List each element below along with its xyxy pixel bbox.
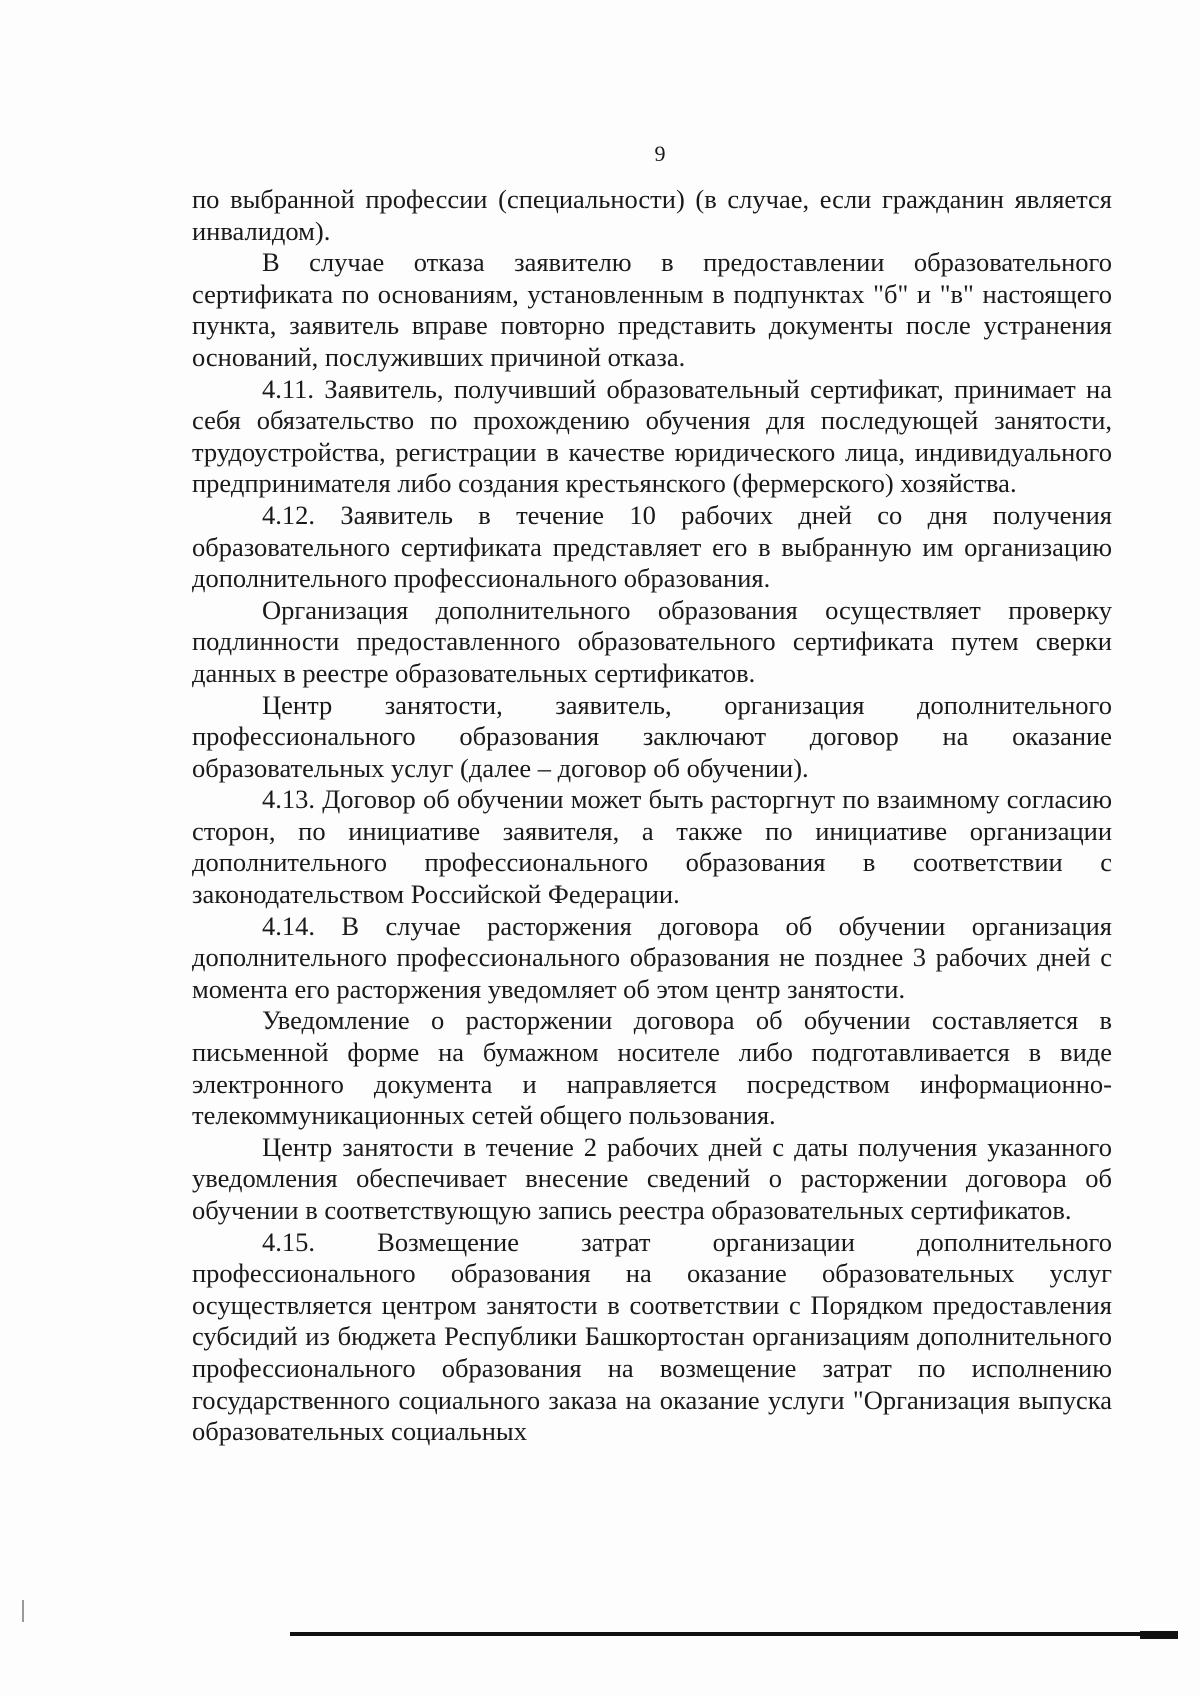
scan-margin-mark: [22, 1600, 24, 1622]
paragraph-4-13: 4.13. Договор об обучении может быть расторгнут по взаимному согласию сторон, по инициативе заявителя, а также по инициативе организации дополнительного профессионального образования в соответствии с законодательством Российской Федерации.: [192, 784, 1112, 910]
paragraph-4-11: 4.11. Заявитель, получивший образовательный сертификат, принимает на себя обязательство по прохождению обучения для последующей занятости, трудоустройства, регистрации в качестве юридического лица, индивидуального предпринимателя либо создания крестьянского (фермерского) хозяйства.: [192, 373, 1112, 499]
paragraph-verification: Организация дополнительного образования осуществляет проверку подлинности предоставленного образовательного сертификата путем сверки данных в реестре образовательных сертификатов.: [192, 594, 1112, 688]
paragraph-notification: Уведомление о расторжении договора об обучении составляется в письменной форме на бумажном носителе либо подготавливается в виде электронного документа и направляется посредством информационно-телекоммуникационных сетей общего пользования.: [192, 1005, 1112, 1131]
bottom-scan-rule-end: [1140, 1631, 1178, 1639]
paragraph-4-14: 4.14. В случае расторжения договора об обучении организация дополнительного профессионального образования не позднее 3 рабочих дней с момента его расторжения уведомляет об этом центр занятости.: [192, 910, 1112, 1004]
paragraph-refusal: В случае отказа заявителю в предоставлении образовательного сертификата по основаниям, установленным в подпунктах "б" и "в" настоящего пункта, заявитель вправе повторно представить документы после устранения оснований, послуживших причиной отказа.: [192, 247, 1112, 372]
paragraph-registry-update: Центр занятости в течение 2 рабочих дней с даты получения указанного уведомления обеспечивает внесение сведений о расторжении договора об обучении в соответствующую запись реестра образовательных сертификатов.: [192, 1131, 1112, 1225]
paragraph-4-15: 4.15. Возмещение затрат организации дополнительного профессионального образования на оказание образовательных услуг осуществляется центром занятости в соответствии с Порядком предоставления субсидий из бюджета Республики Башкортостан организациям дополнительного профессионального образования на возмещение затрат по исполнению государственного социального заказа на оказание услуги "Организация выпуска образовательных социальных: [192, 1226, 1112, 1447]
paragraph-continuation: по выбранной профессии (специальности) (в случае, если гражданин является инвалидом).: [192, 184, 1112, 246]
page-number: 9: [654, 141, 666, 166]
paragraph-contract: Центр занятости, заявитель, организация дополнительного профессионального образования заключают договор на оказание образовательных услуг (далее – договор об обучении).: [192, 689, 1112, 783]
paragraph-4-12: 4.12. Заявитель в течение 10 рабочих дней со дня получения образовательного сертификата представляет его в выбранную им организацию дополнительного профессионального образования.: [192, 499, 1112, 594]
document-body: [192, 184, 1112, 1448]
bottom-scan-rule: [290, 1632, 1178, 1636]
